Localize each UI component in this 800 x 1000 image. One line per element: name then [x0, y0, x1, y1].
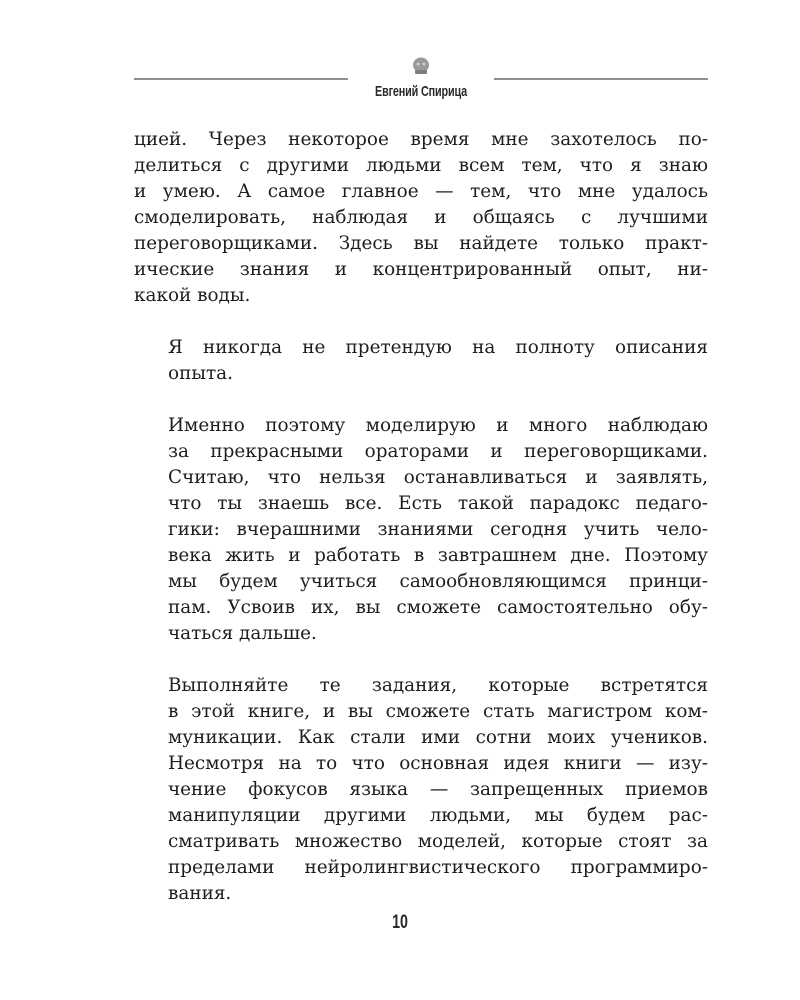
- paragraph: [134, 127, 708, 309]
- text-line: Я никогда не претендую на полноту описания: [168, 337, 708, 358]
- text-line: в этой книге, и вы сможете стать магистром ком-: [168, 701, 708, 722]
- text-line: цией. Через некоторое время мне захотелось по-: [134, 129, 708, 150]
- author-name: Евгений Спирица: [375, 83, 467, 100]
- text-line: вания.: [168, 883, 232, 904]
- chess-king-icon: [411, 56, 431, 76]
- text-line: что ты знаешь все. Есть такой парадокс педаго-: [168, 493, 708, 514]
- text-line: Выполняйте те задания, которые встретятся: [168, 675, 708, 696]
- text-line: манипуляции другими людьми, мы будем рас-: [168, 805, 708, 826]
- text-line: и умею. А самое главное — тем, что мне удалось: [134, 181, 708, 202]
- text-line: гики: вчерашними знаниями сегодня учить чело-: [168, 519, 708, 540]
- text-line: переговорщиками. Здесь вы найдете только практ-: [134, 233, 708, 254]
- running-header: [134, 50, 708, 110]
- text-line: пределами нейролингвистического программиро-: [168, 857, 708, 878]
- text-line: смоделировать, наблюдая и общаясь с лучшими: [134, 207, 708, 228]
- header-rule-left: [134, 78, 348, 80]
- page-number: 10: [392, 912, 408, 933]
- text-line: какой воды.: [134, 285, 251, 306]
- text-line: муникации. Как стали ими сотни моих учеников.: [168, 727, 708, 748]
- paragraph: [134, 673, 708, 907]
- text-line: делиться с другими людьми всем тем, что я знаю: [134, 155, 708, 176]
- text-line: чение фокусов языка — запрещенных приемов: [168, 779, 708, 800]
- text-line: ические знания и концентрированный опыт, ни-: [134, 259, 708, 280]
- text-line: века жить и работать в завтрашнем дне. Поэтому: [168, 545, 708, 566]
- text-line: Именно поэтому моделирую и много наблюдаю: [168, 415, 708, 436]
- text-line: за прекрасными ораторами и переговорщиками.: [168, 441, 708, 462]
- paragraph: [134, 413, 708, 647]
- text-line: сматривать множество моделей, которые стоят за: [168, 831, 708, 852]
- text-line: мы будем учиться самообновляющимся принци-: [168, 571, 708, 592]
- text-line: чаться дальше.: [168, 623, 317, 644]
- text-line: пам. Усвоив их, вы сможете самостоятельно обу-: [168, 597, 708, 618]
- header-rule-right: [494, 78, 708, 80]
- page-body: [134, 127, 708, 933]
- paragraph: [134, 335, 708, 387]
- text-line: Несмотря на то что основная идея книги — изу-: [168, 753, 708, 774]
- text-line: Считаю, что нельзя останавливаться и заявлять,: [168, 467, 708, 488]
- text-line: опыта.: [168, 363, 233, 384]
